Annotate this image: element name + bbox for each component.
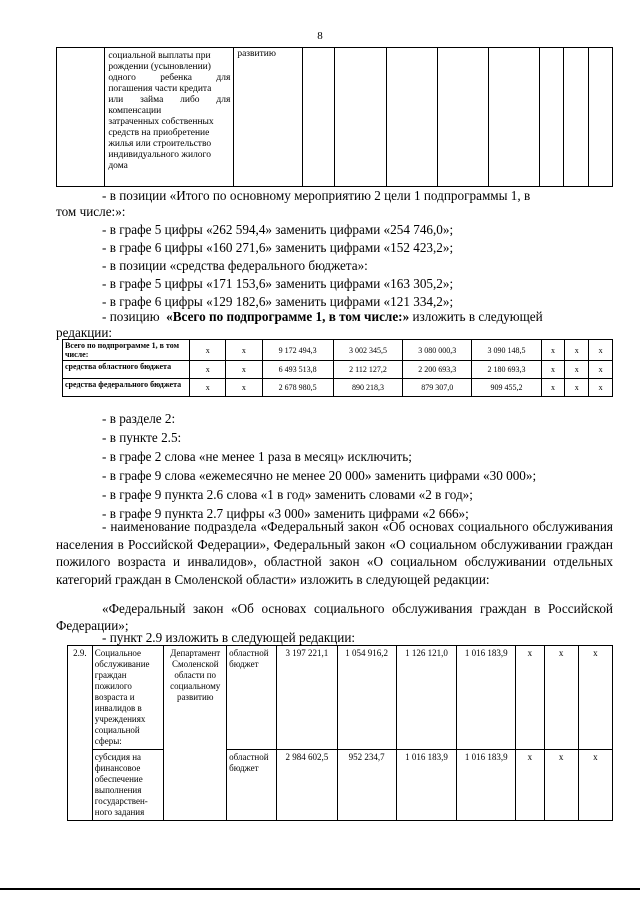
table-cell: х	[226, 340, 262, 361]
paragraph: - в графе 6 цифры «129 182,6» заменить цифрами «121 334,2»;	[102, 294, 454, 309]
table-cell: х	[589, 379, 613, 397]
x-cell: х	[544, 750, 578, 821]
table-cell: х	[541, 361, 565, 379]
table-cell	[57, 48, 105, 187]
table-cell: 890 218,3	[333, 379, 402, 397]
item-description: Социальное обслуживание граждан пожилого возраста и инвалидов в учреждениях социальной сферы:	[92, 646, 164, 750]
table-cell: 6 493 513,8	[262, 361, 333, 379]
subprogram-total-table	[62, 339, 613, 397]
paragraph-position	[56, 309, 613, 325]
table-cell: 3 080 000,3	[403, 340, 472, 361]
paragraph: - в графе 9 пункта 2.6 слова «1 в год» заменить словами «2 в год»;	[102, 487, 473, 502]
x-cell: х	[544, 646, 578, 750]
description-line: или займа либо для	[108, 95, 231, 105]
paragraph: - в графе 6 цифры «160 271,6» заменить цифрами «152 423,2»;	[102, 240, 454, 255]
x-cell: х	[578, 750, 612, 821]
footer-divider	[0, 888, 640, 890]
table-cell: х	[565, 361, 589, 379]
description-line: погашения части кредита	[108, 84, 212, 94]
table-row	[68, 646, 613, 750]
table-cell: 879 307,0	[403, 379, 472, 397]
table-cell: х	[226, 379, 262, 397]
value-cell: 2 984 602,5	[276, 750, 337, 821]
table-cell	[588, 48, 612, 187]
quote-paragraph: «Федеральный закон «Об основах социального обслуживания граждан в Российской Федерации»;	[56, 601, 613, 633]
paragraph: - в графе 9 пункта 2.7 цифры «3 000» заменить цифрами «2 666»;	[102, 506, 469, 521]
x-cell: х	[516, 750, 544, 821]
description-line: одного ребенка для	[108, 73, 231, 83]
table-cell: 3 002 345,5	[333, 340, 402, 361]
table-cell: х	[589, 340, 613, 361]
table-cell	[540, 48, 564, 187]
table-cell: х	[190, 340, 226, 361]
description-line: социальной выплаты при	[108, 51, 211, 61]
value-cell: 1 016 183,9	[457, 646, 516, 750]
description-lines	[108, 51, 230, 172]
page-number: 8	[317, 30, 323, 42]
table-cell	[303, 48, 335, 187]
table-cell: х	[541, 379, 565, 397]
table-cell	[335, 48, 386, 187]
top-fragment-table	[56, 47, 613, 187]
table-cell: 9 172 494,3	[262, 340, 333, 361]
table-cell	[386, 48, 437, 187]
item-description: субсидия на финансовое обеспечение выполнения государствен-ного задания	[92, 750, 164, 821]
paragraph: - в графе 2 слова «не менее 1 раза в месяц» исключить;	[102, 449, 412, 464]
row-label: средства федерального бюджета	[63, 379, 190, 397]
value-cell: 1 016 183,9	[396, 750, 457, 821]
table-row	[68, 750, 613, 821]
table-cell	[488, 48, 539, 187]
bold-phrase: «Всего по подпрограмме 1, в том числе:»	[166, 309, 410, 324]
item-2-9-table	[67, 645, 613, 821]
table-cell: х	[565, 379, 589, 397]
paragraph: - в позиции «средства федерального бюджета»:	[102, 258, 368, 273]
executor-cell: Департамент Смоленской области по социальному развитию	[164, 646, 227, 821]
item-number: 2.9.	[68, 646, 93, 821]
x-cell: х	[578, 646, 612, 750]
table-cell: 909 455,2	[472, 379, 541, 397]
paragraph: - в графе 9 слова «ежемесячно не менее 20 000» заменить цифрами «30 000»;	[102, 468, 537, 483]
table-cell: х	[541, 340, 565, 361]
description-line: рождении (усыновлении)	[108, 62, 211, 72]
value-cell: 1 016 183,9	[457, 750, 516, 821]
table-row	[63, 379, 613, 397]
paragraph: - в графе 5 цифры «171 153,6» заменить цифрами «163 305,2»;	[102, 276, 454, 291]
paragraph: - пункт 2.9 изложить в следующей редакции:	[102, 630, 356, 645]
value-cell: 1 126 121,0	[396, 646, 457, 750]
table-cell: х	[589, 361, 613, 379]
table-cell: х	[190, 361, 226, 379]
paragraph: том числе:»:	[56, 204, 126, 219]
paragraph-text: изложить в следующей	[412, 309, 543, 324]
paragraph: - в позиции «Итого по основному мероприятию 2 цели 1 подпрограммы 1, в	[102, 188, 531, 203]
paragraph: редакции:	[56, 325, 113, 340]
row-label: средства областного бюджета	[63, 361, 190, 379]
table-row	[57, 48, 613, 187]
description-line: жилья или строительство	[108, 139, 212, 149]
funding-source: областной бюджет	[227, 646, 277, 750]
description-line: индивидуального жилого	[108, 150, 211, 160]
x-cell: х	[516, 646, 544, 750]
description-line: компенсации	[108, 106, 162, 116]
funding-source: областной бюджет	[227, 750, 277, 821]
table-cell: х	[565, 340, 589, 361]
description-cell	[105, 48, 234, 187]
value-cell: 952 234,7	[337, 750, 396, 821]
table-cell	[437, 48, 488, 187]
table-cell: 2 200 693,3	[403, 361, 472, 379]
table-cell	[564, 48, 588, 187]
table-cell: х	[226, 361, 262, 379]
paragraph: - в графе 5 цифры «262 594,4» заменить цифрами «254 746,0»;	[102, 222, 454, 237]
row-label: Всего по подпрограмме 1, в том числе:	[63, 340, 190, 361]
table-row	[63, 361, 613, 379]
description-line: средств на приобретение	[108, 128, 210, 138]
paragraph: - в разделе 2:	[102, 411, 176, 426]
value-cell: 1 054 916,2	[337, 646, 396, 750]
long-paragraph: - наименование подраздела «Федеральный закон «Об основах социального обслуживания населения в Российской Федерации», Федеральный закон «О социальном обслуживании граждан пожилого возраста и инвалидов», областной закон «О социальном обслуживании отдельных категорий граждан в Смоленской области» изложить в следующей редакции:	[56, 519, 613, 587]
paragraph: - в пункте 2.5:	[102, 430, 182, 445]
description-line: затраченных собственных	[108, 117, 214, 127]
value-cell: 3 197 221,1	[276, 646, 337, 750]
table-cell: 2 180 693,3	[472, 361, 541, 379]
table-row	[63, 340, 613, 361]
table-cell: х	[190, 379, 226, 397]
description-line: дома	[108, 161, 128, 171]
table-cell: 3 090 148,5	[472, 340, 541, 361]
table-cell: 2 112 127,2	[333, 361, 402, 379]
table-cell: 2 678 980,5	[262, 379, 333, 397]
paragraph-text: - позицию	[102, 309, 160, 324]
executor-cell: развитию	[234, 48, 303, 187]
